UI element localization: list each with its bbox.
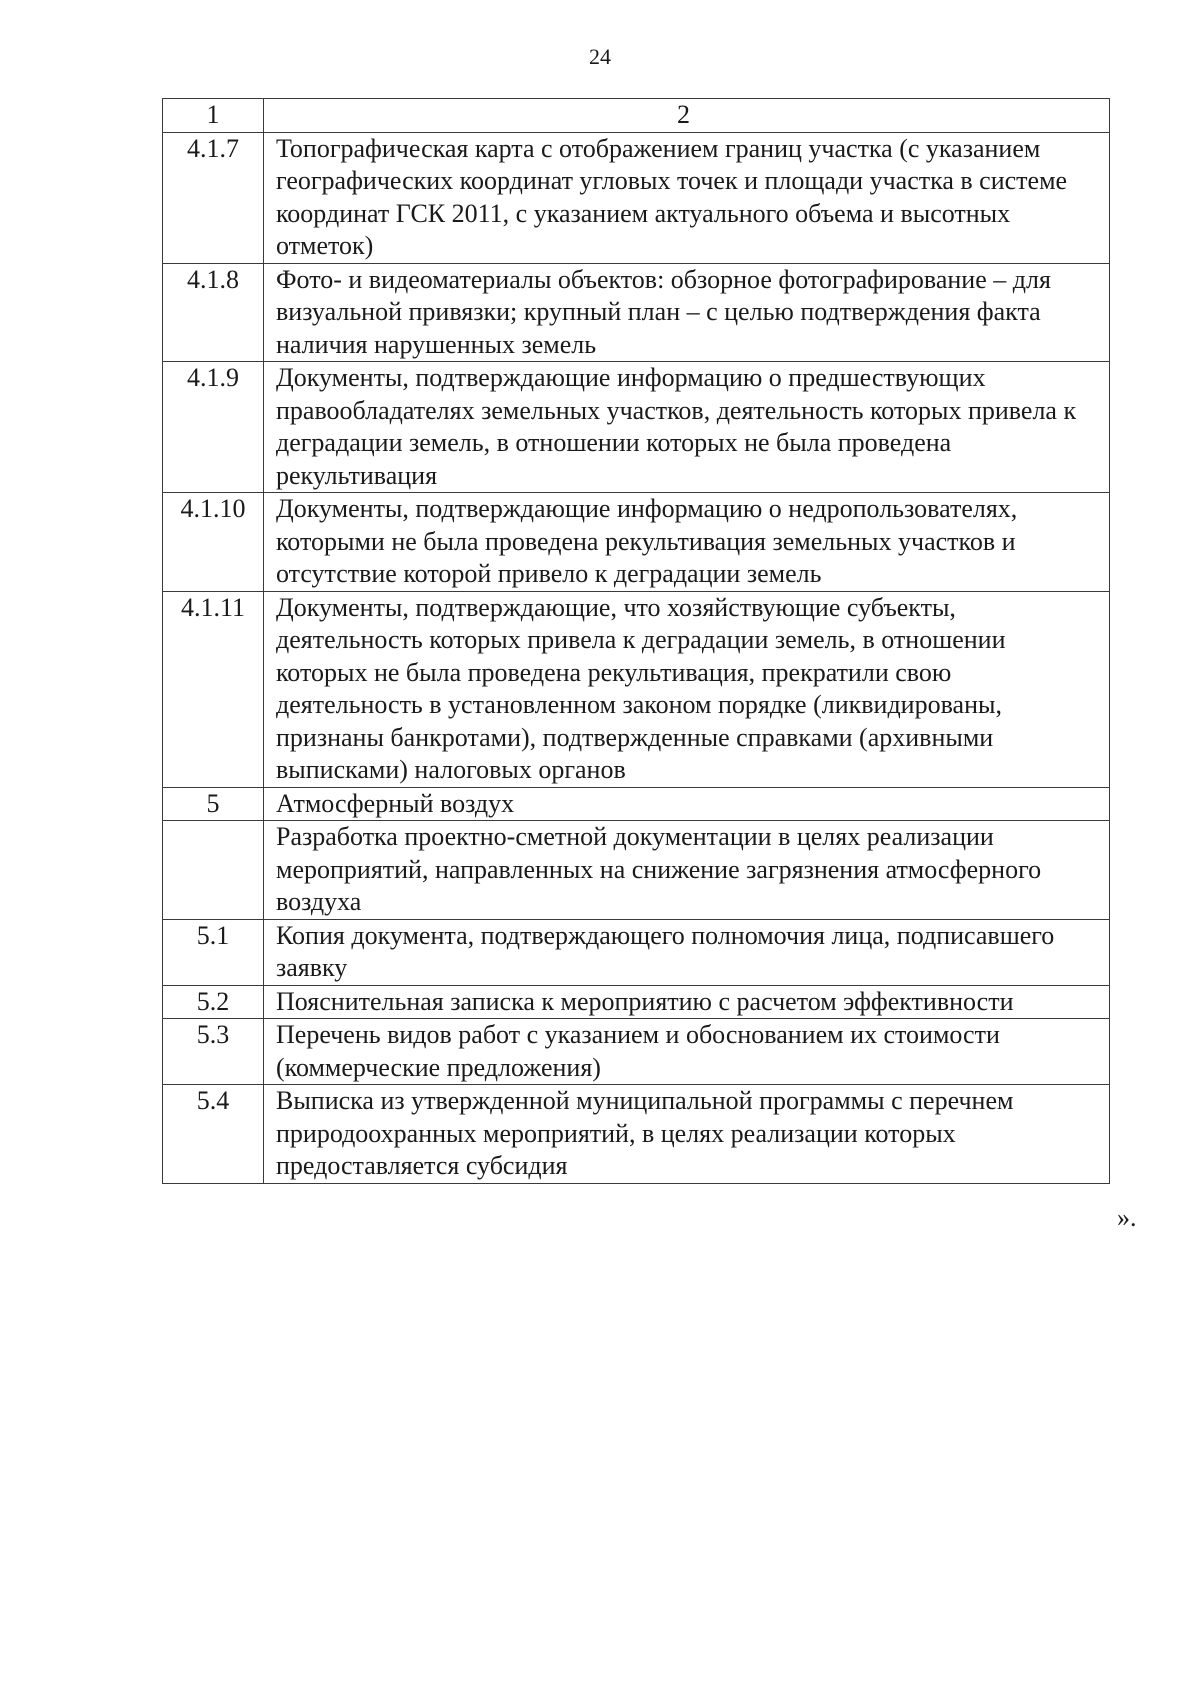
row-text: Фото- и видеоматериалы объектов: обзорное фотографирование – для визуальной привязки; крупный план – с целью подтверждения факта наличия нарушенных земель [264, 263, 1110, 362]
table-row [163, 263, 1110, 362]
row-text: Разработка проектно-сметной документации в целях реализации мероприятий, направленных на снижение загрязнения атмосферного воздуха [264, 821, 1110, 920]
row-number: 5.2 [163, 985, 264, 1019]
row-number: 4.1.11 [163, 591, 264, 787]
table-row [163, 493, 1110, 592]
row-number: 5 [163, 787, 264, 821]
row-number [163, 821, 264, 920]
row-text: Топографическая карта с отображением границ участка (с указанием географических координат угловых точек и площади участка в системе координат ГСК 2011, с указанием актуального объема и высотных отметок) [264, 132, 1110, 263]
header-col-1: 1 [163, 99, 264, 133]
row-text: Пояснительная записка к мероприятию с расчетом эффективности [264, 985, 1110, 1019]
table-row [163, 1019, 1110, 1085]
table-row-section [163, 787, 1110, 821]
row-number: 4.1.8 [163, 263, 264, 362]
table-header-row [163, 99, 1110, 133]
page-number: 24 [589, 44, 611, 69]
row-number: 5.1 [163, 919, 264, 985]
closing-quote-mark: ». [1117, 1203, 1137, 1232]
row-number: 5.3 [163, 1019, 264, 1085]
table-row [163, 919, 1110, 985]
row-text: Атмосферный воздух [264, 787, 1110, 821]
table-row [163, 132, 1110, 263]
row-text: Выписка из утвержденной муниципальной программы с перечнем природоохранных мероприятий, в целях реализации которых предоставляется субсидия [264, 1085, 1110, 1184]
row-text: Документы, подтверждающие, что хозяйствующие субъекты, деятельность которых привела к деградации земель, в отношении которых не была проведена рекультивация, прекратили свою деятельность в установленном законом порядке (ликвидированы, признаны банкротами), подтвержденные справками (архивными выписками) налоговых органов [264, 591, 1110, 787]
requirements-table [162, 98, 1110, 1184]
table-row [163, 985, 1110, 1019]
table-row [163, 591, 1110, 787]
header-col-2: 2 [264, 99, 1110, 133]
row-text: Документы, подтверждающие информацию о предшествующих правообладателях земельных участков, деятельность которых привела к деградации земель, в отношении которых не была проведена рекультивация [264, 362, 1110, 493]
row-number: 4.1.10 [163, 493, 264, 592]
row-number: 4.1.7 [163, 132, 264, 263]
row-number: 4.1.9 [163, 362, 264, 493]
row-text: Перечень видов работ с указанием и обоснованием их стоимости (коммерческие предложения) [264, 1019, 1110, 1085]
row-text: Документы, подтверждающие информацию о недропользователях, которыми не была проведена рекультивация земельных участков и отсутствие которой привело к деградации земель [264, 493, 1110, 592]
row-number: 5.4 [163, 1085, 264, 1184]
table-row [163, 821, 1110, 920]
table-row [163, 1085, 1110, 1184]
row-text: Копия документа, подтверждающего полномочия лица, подписавшего заявку [264, 919, 1110, 985]
table-row [163, 362, 1110, 493]
